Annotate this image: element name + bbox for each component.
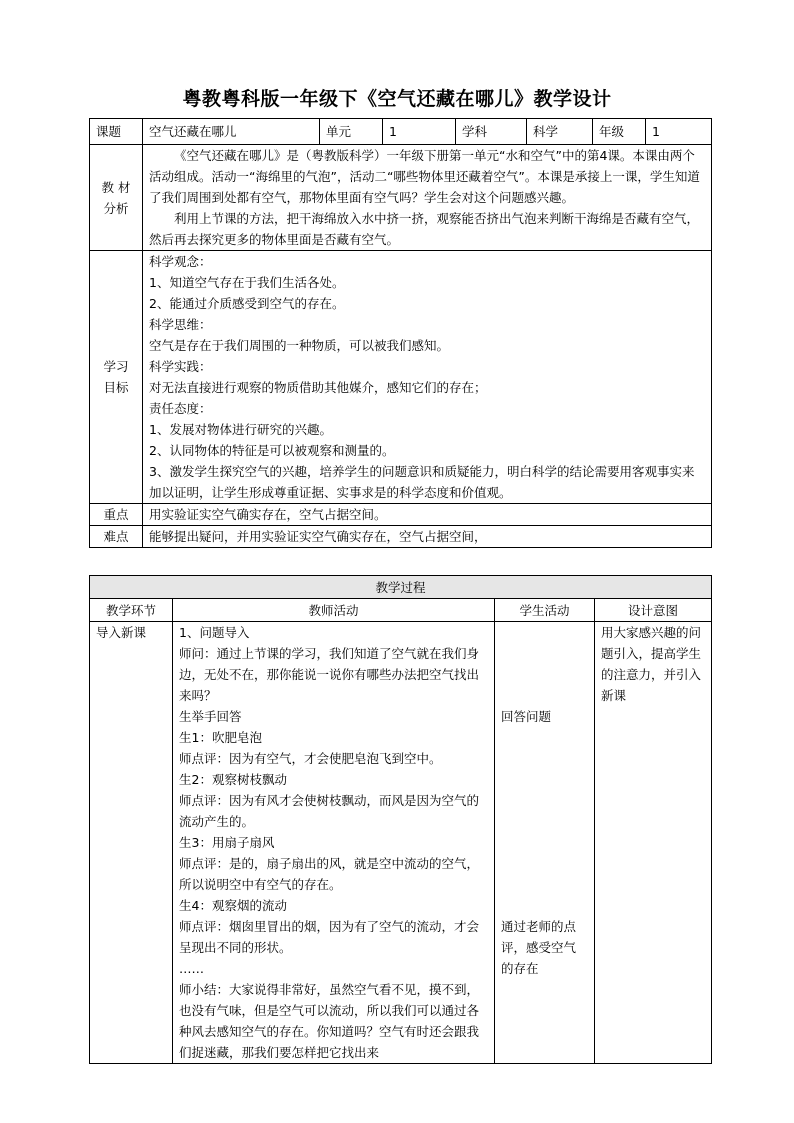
analysis-paragraph-1: 《空气还藏在哪儿》是（粤教版科学）一年级下册第一单元“水和空气”中的第4课。本课由两个活动组成。活动一“海绵里的气泡”，活动二“哪些物体里还藏着空气”。本课是承接上一课，学生知道了我们周围到处都有空气，那物体里面有空气吗？学生会对这个问题感兴趣。 (149, 148, 700, 205)
teacher-line: 生举手回答 (179, 709, 242, 724)
difficulty-row (90, 526, 712, 548)
teacher-line: 师点评：因为有空气，才会使肥皂泡飞到空中。 (179, 751, 442, 766)
unit-label: 单元 (320, 119, 383, 145)
teacher-line: 师小结：大家说得非常好，虽然空气看不见，摸不到，也没有气味，但是空气可以流动，所以我们可以通过各种风去感知空气的存在。你知道吗？空气有时还会跟我们捉迷藏，那我们要怎样把它找出来 (179, 982, 480, 1060)
goals-row (90, 251, 712, 504)
goal-line: 责任态度： (149, 401, 212, 416)
student-line-feel: 通过老师的点评，感受空气的存在 (501, 919, 577, 976)
process-title: 教学过程 (90, 576, 712, 599)
stage-name: 导入新课 (90, 622, 173, 1064)
design-intent: 用大家感兴趣的问题引入，提高学生的注意力，并引入新课 (595, 622, 712, 1064)
grade-label: 年级 (593, 119, 646, 145)
header-stage: 教学环节 (90, 599, 173, 622)
process-table (89, 575, 712, 1064)
header-intent: 设计意图 (595, 599, 712, 622)
difficulty-value: 能够提出疑问，并用实验证实空气确实存在，空气占据空间， (143, 526, 712, 548)
teacher-line: 生1：吹肥皂泡 (179, 730, 262, 745)
analysis-label: 教 材 分析 (90, 145, 143, 251)
goal-line: 科学观念： (149, 254, 212, 269)
goal-line: 科学实践： (149, 359, 212, 374)
teacher-line: 师点评：烟囱里冒出的烟，因为有了空气的流动，才会呈现出不同的形状。 (179, 919, 480, 955)
goal-line: 2、能通过介质感受到空气的存在。 (149, 296, 345, 311)
teacher-line: 生3：用扇子扇风 (179, 835, 275, 850)
difficulty-label: 难点 (90, 526, 143, 548)
goal-line: 空气是存在于我们周围的一种物质，可以被我们感知。 (149, 338, 450, 353)
key-point-value: 用实验证实空气确实存在，空气占据空间。 (143, 504, 712, 526)
goal-line: 1、发展对物体进行研究的兴趣。 (149, 422, 332, 437)
goals-label: 学习 目标 (90, 251, 143, 504)
unit-value: 1 (383, 119, 456, 145)
teacher-line: 生2：观察树枝飘动 (179, 772, 287, 787)
subject-value: 科学 (527, 119, 593, 145)
goal-line: 科学思维： (149, 317, 212, 332)
teacher-line: …… (179, 961, 204, 976)
student-line-answer: 回答问题 (501, 709, 552, 724)
subject-label: 学科 (456, 119, 527, 145)
teacher-line: 师问：通过上节课的学习，我们知道了空气就在我们身边，无处不在，那你能说一说你有哪些办法把空气找出来吗？ (179, 646, 480, 703)
teacher-line: 生4：观察烟的流动 (179, 898, 287, 913)
header-teacher: 教师活动 (173, 599, 495, 622)
overview-table (89, 118, 712, 548)
process-row (90, 622, 712, 1064)
process-title-row (90, 576, 712, 599)
analysis-row (90, 145, 712, 251)
goal-line: 3、激发学生探究空气的兴趣，培养学生的问题意识和质疑能力，明白科学的结论需要用客观事实来加以证明，让学生形成尊重证据、实事求是的科学态度和价值观。 (149, 464, 695, 500)
key-point-row (90, 504, 712, 526)
key-point-label: 重点 (90, 504, 143, 526)
student-activity (495, 622, 595, 1064)
process-header-row (90, 599, 712, 622)
analysis-content (143, 145, 712, 251)
goal-line: 对无法直接进行观察的物质借助其他媒介，感知它们的存在； (149, 380, 487, 395)
page-title: 粤教粤科版一年级下《空气还藏在哪儿》教学设计 (182, 88, 612, 110)
teacher-line: 师点评：是的，扇子扇出的风，就是空中流动的空气，所以说明空中有空气的存在。 (179, 856, 480, 892)
teacher-line: 1、问题导入 (179, 625, 250, 640)
topic-value: 空气还藏在哪儿 (143, 119, 320, 145)
info-row (90, 119, 712, 145)
goals-content (143, 251, 712, 504)
analysis-paragraph-2: 利用上节课的方法，把干海绵放入水中挤一挤，观察能否挤出气泡来判断干海绵是否藏有空气，然后再去探究更多的物体里面是否藏有空气。 (149, 211, 700, 247)
topic-label: 课题 (90, 119, 143, 145)
header-student: 学生活动 (495, 599, 595, 622)
goal-line: 1、知道空气存在于我们生活各处。 (149, 275, 345, 290)
teacher-activity (173, 622, 495, 1064)
goal-line: 2、认同物体的特征是可以被观察和测量的。 (149, 443, 395, 458)
grade-value: 1 (646, 119, 712, 145)
teacher-line: 师点评：因为有风才会使树枝飘动，而风是因为空气的流动产生的。 (179, 793, 480, 829)
